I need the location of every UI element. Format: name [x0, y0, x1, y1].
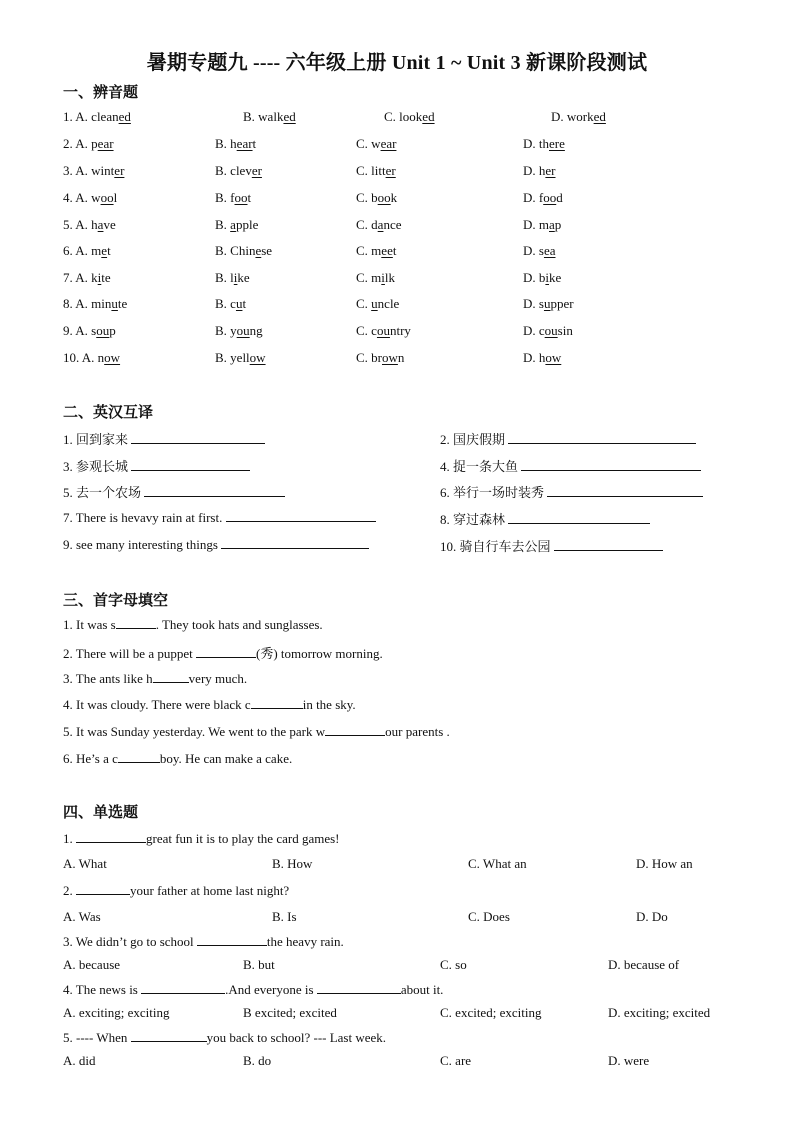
underlined-letters: oo — [543, 190, 557, 205]
underlined-letters: er — [545, 163, 556, 178]
answer-blank[interactable] — [131, 1029, 207, 1042]
option-text: t — [392, 243, 397, 258]
prompt-text: 9. see many interesting things — [63, 537, 218, 552]
answer-option[interactable]: D. Do — [636, 909, 668, 924]
underlined-letters: ow — [545, 350, 562, 365]
fill-in-sentence — [63, 616, 323, 633]
underlined-letters: ee — [381, 243, 393, 258]
question-text: about it. — [400, 982, 444, 997]
phonics-option — [523, 217, 561, 233]
option-text: B. — [215, 217, 231, 232]
answer-blank[interactable] — [547, 484, 703, 497]
answer-option[interactable]: A. What — [63, 856, 107, 871]
phonics-question-row — [63, 350, 743, 370]
option-text: D. work — [551, 109, 594, 124]
fill-in-sentence — [63, 643, 383, 662]
answer-option[interactable]: B. Is — [272, 909, 297, 924]
answer-option[interactable]: C. What an — [468, 856, 527, 871]
underlined-letters: ou — [236, 323, 250, 338]
phonics-option — [215, 350, 266, 366]
option-text: C. m — [356, 243, 382, 258]
option-text: 7. A. k — [63, 270, 98, 285]
option-text: te — [117, 296, 128, 311]
answer-blank[interactable] — [144, 484, 285, 497]
option-text: t — [107, 243, 111, 258]
question-text: your father at home last night? — [130, 883, 290, 898]
translation-row — [63, 456, 743, 476]
answer-blank[interactable] — [317, 981, 401, 994]
phonics-question-row — [63, 323, 743, 343]
answer-option[interactable]: C. are — [440, 1053, 472, 1068]
phonics-option — [215, 163, 262, 179]
underlined-letters: ere — [549, 136, 565, 151]
option-text: B. Chin — [215, 243, 256, 258]
option-text: l — [113, 190, 118, 205]
sentence-text: 3. The ants like h — [63, 671, 153, 686]
option-text: n — [397, 350, 405, 365]
underlined-letters: ou — [544, 323, 558, 338]
phonics-question-row — [63, 296, 743, 316]
phonics-option — [523, 163, 556, 179]
answer-blank[interactable] — [521, 458, 701, 471]
prompt-text: 3. 参观长城 — [63, 459, 129, 474]
sentence-text: very much. — [188, 671, 248, 686]
translation-row — [63, 536, 743, 556]
answer-blank[interactable] — [508, 511, 650, 524]
translation-item-left — [63, 429, 265, 448]
answer-options-row — [63, 957, 743, 977]
answer-blank[interactable] — [508, 431, 696, 444]
option-text: C. b — [356, 190, 378, 205]
phonics-option — [356, 270, 395, 286]
option-text: ke — [237, 270, 250, 285]
underlined-letters: ed — [118, 109, 131, 124]
phonics-option — [523, 190, 563, 206]
underlined-letters: ear — [97, 136, 114, 151]
option-text: D. s — [523, 243, 544, 258]
option-text: 4. A. w — [63, 190, 101, 205]
sentence-text: 4. It was cloudy. There were black c — [63, 697, 251, 712]
sentence-text: boy. He can make a cake. — [159, 751, 293, 766]
phonics-option — [523, 136, 565, 152]
question-text: .And everyone is — [225, 982, 317, 997]
option-text: C. d — [356, 217, 378, 232]
option-text: p — [554, 217, 562, 232]
translation-item-left — [63, 509, 376, 526]
answer-option[interactable]: C. excited; exciting — [440, 1005, 542, 1020]
phonics-question-row — [63, 217, 743, 237]
option-text: k — [390, 190, 398, 205]
option-text: D. b — [523, 270, 546, 285]
phonics-question-row — [63, 163, 743, 183]
question-text: 4. The news is — [63, 982, 142, 997]
phonics-option — [356, 190, 397, 206]
phonics-option — [356, 136, 396, 152]
answer-blank[interactable] — [197, 933, 267, 946]
option-text: C. c — [356, 323, 377, 338]
phonics-option — [356, 350, 404, 366]
phonics-question-row — [63, 136, 743, 156]
option-text: B. l — [215, 270, 234, 285]
option-text: 6. A. m — [63, 243, 102, 258]
prompt-text: 8. 穿过森林 — [440, 512, 506, 527]
answer-option[interactable]: A. exciting; exciting — [63, 1005, 170, 1020]
phonics-option — [215, 190, 251, 206]
answer-option[interactable]: B. but — [243, 957, 275, 972]
underlined-letters: u — [111, 296, 118, 311]
translation-row — [63, 429, 743, 449]
phonics-option — [215, 136, 256, 152]
phonics-option — [63, 190, 117, 206]
underlined-letters: e — [255, 243, 262, 258]
option-text: pple — [235, 217, 259, 232]
translation-item-left — [63, 456, 250, 475]
option-text: D. c — [523, 323, 545, 338]
answer-option[interactable]: B excited; excited — [243, 1005, 337, 1020]
multiple-choice-question — [63, 933, 344, 950]
option-text: B. c — [215, 296, 236, 311]
option-text: B. h — [215, 136, 237, 151]
multiple-choice-question — [63, 981, 443, 998]
option-text: ncle — [377, 296, 400, 311]
prompt-text: 7. There is hevavy rain at first. — [63, 510, 223, 525]
underlined-letters: oo — [377, 190, 391, 205]
answer-blank[interactable] — [76, 882, 130, 895]
sentence-text: (秀) tomorrow morning. — [255, 646, 383, 661]
option-text: D. h — [523, 163, 546, 178]
option-text: ve — [103, 217, 116, 232]
underlined-letters: ed — [283, 109, 296, 124]
phonics-option — [523, 323, 573, 339]
phonics-question-row — [63, 243, 743, 263]
fill-in-sentence — [63, 696, 356, 713]
underlined-letters: ear — [380, 136, 397, 151]
answer-options-row — [63, 909, 743, 929]
answer-blank[interactable] — [251, 696, 303, 709]
option-text: D. s — [523, 296, 544, 311]
underlined-letters: a — [377, 217, 384, 232]
phonics-option — [63, 323, 116, 339]
phonics-option — [215, 270, 250, 286]
section-heading-phonics: 一、辨音题 — [63, 85, 139, 101]
option-text: t — [242, 296, 247, 311]
option-text: D. th — [523, 136, 549, 151]
option-text: ng — [249, 323, 263, 338]
answer-options-row — [63, 1053, 743, 1073]
translation-item-right — [440, 456, 701, 475]
phonics-option — [63, 136, 114, 152]
multiple-choice-question — [63, 1029, 386, 1046]
answer-blank[interactable] — [131, 458, 250, 471]
translation-item-right — [440, 509, 650, 528]
option-text: nce — [383, 217, 402, 232]
sentence-text: 6. He’s a c — [63, 751, 118, 766]
phonics-option — [63, 217, 116, 233]
answer-options-row — [63, 856, 743, 876]
translation-item-right — [440, 536, 663, 555]
phonics-option — [356, 163, 396, 179]
question-text: 2. — [63, 883, 76, 898]
page-title: 暑期专题九 ---- 六年级上册 Unit 1 ~ Unit 3 新课阶段测试 — [146, 52, 648, 74]
phonics-option — [63, 163, 124, 179]
question-text: you back to school? --- Last week. — [206, 1030, 387, 1045]
option-text: te — [101, 270, 111, 285]
prompt-text: 5. 去一个农场 — [63, 485, 142, 500]
option-text: D. h — [523, 350, 546, 365]
prompt-text: 4. 捉一条大鱼 — [440, 459, 519, 474]
phonics-option — [63, 109, 131, 125]
answer-blank[interactable] — [221, 536, 369, 549]
phonics-question-row — [63, 270, 743, 290]
translation-item-right — [440, 429, 696, 448]
phonics-option — [356, 296, 399, 312]
underlined-letters: ed — [422, 109, 435, 124]
answer-option[interactable]: A. Was — [63, 909, 101, 924]
underlined-letters: er — [114, 163, 125, 178]
phonics-option — [63, 243, 111, 259]
phonics-question-row — [63, 190, 743, 210]
answer-option[interactable]: C. so — [440, 957, 467, 972]
sentence-text: 5. It was Sunday yesterday. We went to the park w — [63, 724, 326, 739]
sentence-text: in the sky. — [302, 697, 356, 712]
option-text: 9. A. s — [63, 323, 97, 338]
option-text: t — [252, 136, 257, 151]
answer-options-row — [63, 1005, 743, 1025]
translation-row — [63, 482, 743, 502]
prompt-text: 6. 举行一场时装秀 — [440, 485, 545, 500]
answer-blank[interactable] — [116, 616, 156, 629]
option-text: C. litt — [356, 163, 386, 178]
option-text: B. walk — [243, 109, 284, 124]
underlined-letters: oo — [100, 190, 114, 205]
phonics-option — [384, 109, 435, 125]
phonics-option — [523, 270, 561, 286]
section-heading-translation: 二、英汉互译 — [63, 405, 154, 421]
phonics-option — [551, 109, 606, 125]
phonics-option — [523, 296, 574, 312]
option-text: sin — [557, 323, 573, 338]
section-heading-multiple-choice: 四、单选题 — [63, 805, 139, 821]
fill-in-sentence — [63, 670, 247, 687]
answer-blank[interactable] — [118, 750, 160, 763]
phonics-option — [215, 323, 263, 339]
underlined-letters: e — [101, 243, 108, 258]
option-text: 1. A. clean — [63, 109, 119, 124]
sentence-text: . They took hats and sunglasses. — [155, 617, 323, 632]
option-text: B. yell — [215, 350, 250, 365]
option-text: 2. A. p — [63, 136, 98, 151]
answer-option[interactable]: A. because — [63, 957, 121, 972]
answer-blank[interactable] — [131, 431, 265, 444]
translation-item-left — [63, 482, 285, 501]
translation-item-left — [63, 536, 369, 553]
answer-option[interactable]: B. How — [272, 856, 313, 871]
option-text: ke — [549, 270, 562, 285]
question-text: the heavy rain. — [266, 934, 344, 949]
sentence-text: 1. It was s — [63, 617, 116, 632]
phonics-option — [63, 350, 120, 366]
answer-blank[interactable] — [141, 981, 225, 994]
option-text: C. br — [356, 350, 382, 365]
option-text: B. clev — [215, 163, 252, 178]
multiple-choice-question — [63, 882, 289, 899]
option-text: 3. A. wint — [63, 163, 115, 178]
underlined-letters: i — [381, 270, 385, 285]
prompt-text: 2. 国庆假期 — [440, 432, 506, 447]
option-text: D. f — [523, 190, 544, 205]
answer-option[interactable]: D. How an — [636, 856, 693, 871]
answer-blank[interactable] — [196, 645, 256, 658]
underlined-letters: u — [371, 296, 378, 311]
underlined-letters: ou — [96, 323, 110, 338]
answer-option[interactable]: B. do — [243, 1053, 272, 1068]
section-heading-fill-in: 三、首字母填空 — [63, 593, 169, 609]
underlined-letters: a — [230, 217, 236, 232]
underlined-letters: oo — [234, 190, 248, 205]
option-text: 5. A. h — [63, 217, 98, 232]
underlined-letters: ow — [104, 350, 121, 365]
phonics-option — [63, 296, 127, 312]
phonics-option — [356, 217, 402, 233]
underlined-letters: i — [545, 270, 550, 285]
phonics-option — [215, 243, 272, 259]
answer-option[interactable]: D. exciting; excited — [608, 1005, 711, 1020]
phonics-question-row — [63, 109, 743, 129]
phonics-option — [215, 217, 258, 233]
phonics-option — [215, 296, 246, 312]
answer-option[interactable]: D. were — [608, 1053, 650, 1068]
underlined-letters: u — [235, 296, 243, 311]
option-text: C. w — [356, 136, 381, 151]
underlined-letters: er — [251, 163, 262, 178]
phonics-option — [523, 350, 561, 366]
prompt-text: 1. 回到家来 — [63, 432, 129, 447]
underlined-letters: i — [97, 270, 102, 285]
question-text: 3. We didn’t go to school — [63, 934, 197, 949]
underlined-letters: er — [385, 163, 396, 178]
option-text: lk — [384, 270, 396, 285]
multiple-choice-question — [63, 830, 340, 847]
option-text: p — [109, 323, 116, 338]
phonics-option — [523, 243, 556, 259]
option-text: se — [261, 243, 273, 258]
option-text: pper — [550, 296, 574, 311]
underlined-letters: ow — [249, 350, 266, 365]
underlined-letters: i — [233, 270, 238, 285]
translation-item-right — [440, 482, 703, 501]
option-text: C. — [356, 296, 372, 311]
underlined-letters: a — [549, 217, 555, 232]
phonics-option — [63, 270, 111, 286]
fill-in-sentence — [63, 723, 450, 740]
prompt-text: 10. 骑自行车去公园 — [440, 539, 551, 554]
question-text: 5. ---- When — [63, 1030, 131, 1045]
sentence-text: 2. There will be a puppet — [63, 646, 196, 661]
answer-blank[interactable] — [325, 723, 385, 736]
question-text: great fun it is to play the card games! — [146, 831, 340, 846]
answer-blank[interactable] — [76, 830, 146, 843]
answer-option[interactable]: A. did — [63, 1053, 96, 1068]
question-text: 1. — [63, 831, 76, 846]
sentence-text: our parents . — [385, 724, 450, 739]
underlined-letters: ear — [236, 136, 253, 151]
underlined-letters: u — [543, 296, 551, 311]
option-text: D. m — [523, 217, 549, 232]
underlined-letters: ou — [376, 323, 390, 338]
option-text: 10. A. n — [63, 350, 105, 365]
answer-blank[interactable] — [554, 538, 663, 551]
option-text: B. f — [215, 190, 235, 205]
phonics-option — [356, 323, 411, 339]
option-text: ntry — [389, 323, 411, 338]
underlined-letters: a — [97, 217, 104, 232]
option-text: C. look — [384, 109, 423, 124]
answer-option[interactable]: C. Does — [468, 909, 510, 924]
underlined-letters: ea — [543, 243, 556, 258]
answer-option[interactable]: D. because of — [608, 957, 680, 972]
option-text: B. y — [215, 323, 237, 338]
option-text: d — [556, 190, 563, 205]
phonics-option — [356, 243, 396, 259]
fill-in-sentence — [63, 750, 292, 767]
underlined-letters: ed — [593, 109, 606, 124]
underlined-letters: ow — [382, 350, 398, 365]
translation-row — [63, 509, 743, 529]
phonics-option — [243, 109, 296, 125]
option-text: 8. A. min — [63, 296, 112, 311]
answer-blank[interactable] — [153, 670, 189, 683]
option-text: C. m — [356, 270, 382, 285]
option-text: t — [247, 190, 252, 205]
answer-blank[interactable] — [226, 509, 376, 522]
